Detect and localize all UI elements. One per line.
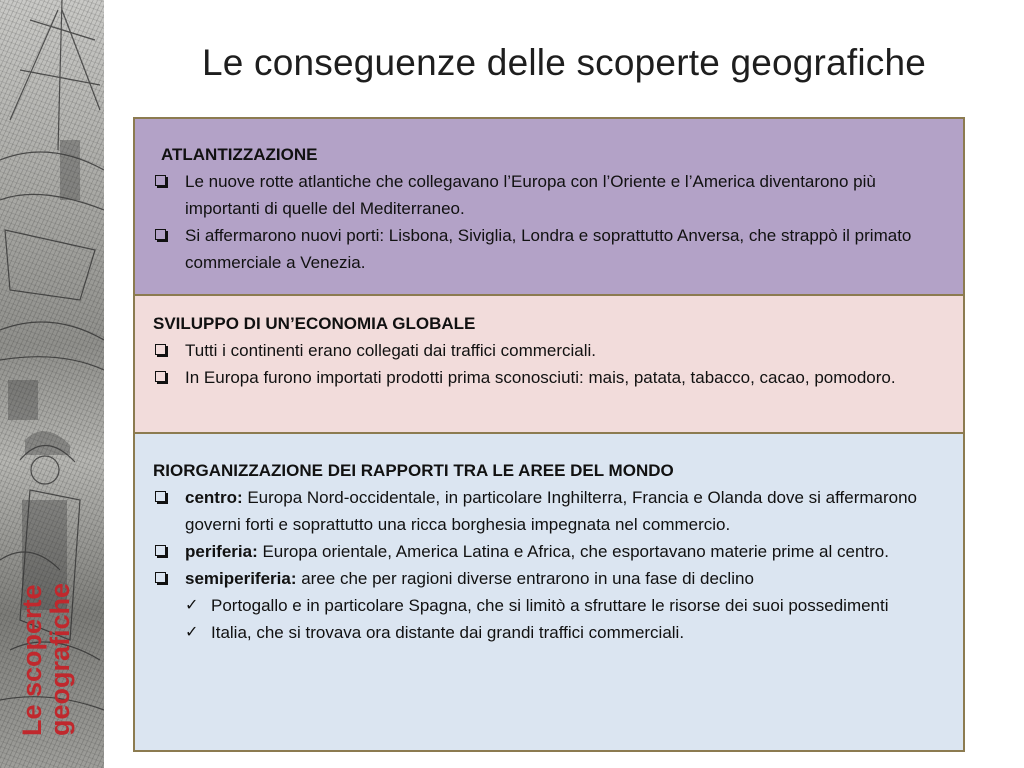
section-atlantizzazione [135, 119, 963, 296]
list-item-term: semiperiferia: [185, 569, 297, 588]
list-item-term: centro: [185, 488, 243, 507]
list-item [153, 222, 945, 276]
sub-list-item-text: Portogallo e in particolare Spagna, che si limitò a sfruttare le risorse dei suoi possedimenti [211, 596, 889, 615]
list-item [153, 565, 945, 592]
square-bullet-icon [155, 344, 166, 355]
bullet-list [153, 337, 945, 391]
checkmark-icon: ✓ [185, 597, 199, 614]
list-item-text: Europa orientale, America Latina e Africa, che esportavano materie prime al centro. [257, 542, 889, 561]
list-item [153, 168, 945, 222]
list-item [153, 538, 945, 565]
sub-list-item [153, 619, 945, 646]
list-item-text: Tutti i continenti erano collegati dai traffici commerciali. [185, 341, 597, 360]
sub-list-item-text: Italia, che si trovava ora distante dai grandi traffici commerciali. [211, 623, 685, 642]
list-item-text: aree che per ragioni diverse entrarono in una fase di declino [296, 569, 754, 588]
checkmark-icon: ✓ [185, 624, 199, 641]
square-bullet-icon [155, 545, 166, 556]
section-riorganizzazione [135, 434, 963, 750]
list-item [153, 337, 945, 364]
list-item-text: Europa Nord-occidentale, in particolare Inghilterra, Francia e Olanda dove si affermarono governi forti e soprattutto una ricca borghesia impegnata nel commercio. [185, 488, 918, 534]
content-panels [133, 117, 965, 752]
square-bullet-icon [155, 175, 166, 186]
list-item [153, 484, 945, 538]
section-economia-globale [135, 296, 963, 434]
sub-list-item [153, 592, 945, 619]
section-heading: SVILUPPO DI UN’ECONOMIA GLOBALE [153, 314, 476, 333]
sidebar-title-line-2: geografiche [45, 582, 75, 736]
square-bullet-icon [155, 491, 166, 502]
bullet-list [153, 168, 945, 276]
sidebar-title-line-1: Le scoperte [17, 584, 47, 736]
list-item-text: In Europa furono importati prodotti prima sconosciuti: mais, patata, tabacco, cacao, pomodoro. [185, 368, 896, 387]
list-item [153, 364, 945, 391]
square-bullet-icon [155, 572, 166, 583]
list-item-text: Le nuove rotte atlantiche che collegavano l’Europa con l’Oriente e l’America diventarono più importanti di quelle del Mediterraneo. [185, 172, 876, 218]
section-heading: ATLANTIZZAZIONE [161, 145, 318, 164]
list-item-text: Si affermarono nuovi porti: Lisbona, Siviglia, Londra e soprattutto Anversa, che strappò il primato commerciale a Venezia. [185, 226, 912, 272]
square-bullet-icon [155, 371, 166, 382]
sidebar-title [18, 566, 74, 736]
slide-title: Le conseguenze delle scoperte geografiche [201, 42, 927, 83]
square-bullet-icon [155, 229, 166, 240]
bullet-list [153, 484, 945, 646]
section-heading: RIORGANIZZAZIONE DEI RAPPORTI TRA LE AREE DEL MONDO [153, 461, 674, 480]
side-engraving-image [0, 0, 104, 768]
list-item-term: periferia: [185, 542, 258, 561]
